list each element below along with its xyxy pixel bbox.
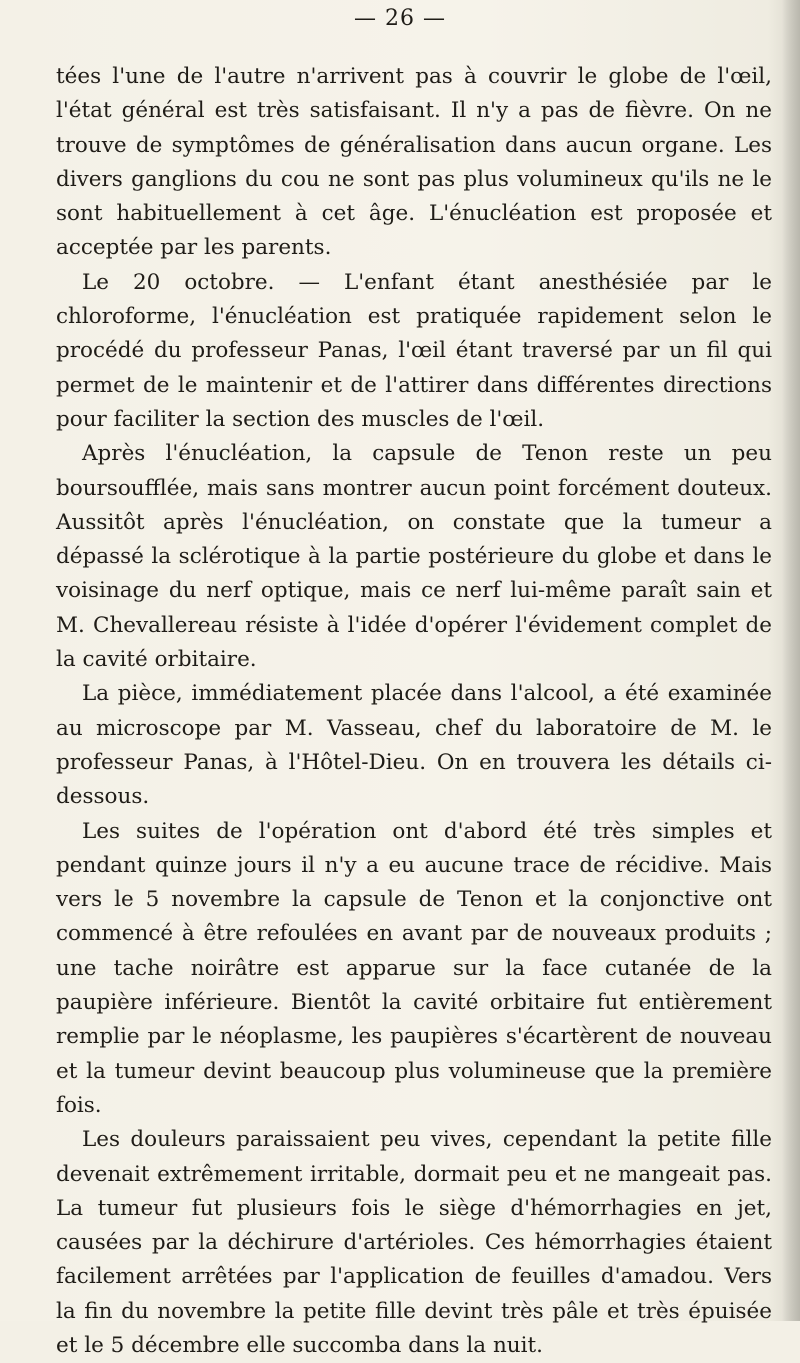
paragraph-2: Le 20 octobre. — L'enfant étant anesthésiée par le chloroforme, l'énucléation est pratiquée rapidement selon le procédé du professeur Panas, l'œil étant traversé par un fil qui permet de le maintenir et de l'attirer dans différentes directions pour faciliter la section des muscles de l'œil. xyxy=(56,269,772,432)
page-edge-shadow xyxy=(782,0,800,1321)
page-number: — 26 — xyxy=(354,6,446,31)
body-text xyxy=(56,60,772,1363)
paragraph-6: Les douleurs paraissaient peu vives, cependant la petite fille devenait extrêmement irritable, dormait peu et ne mangeait pas. La tumeur fut plusieurs fois le siège d'hémorrhagies en jet, causées par la déchirure d'artérioles. Ces hémorrhagies étaient facilement arrêtées par l'application de feuilles d'amadou. Vers la fin du novembre la petite fille devint très pâle et très épuisée et le 5 décembre elle succomba dans la nuit. xyxy=(56,1127,772,1358)
paragraph-5: Les suites de l'opération ont d'abord été très simples et pendant quinze jours il n'y a eu aucune trace de récidive. Mais vers le 5 novembre la capsule de Tenon et la conjonctive ont commencé à être refoulées en avant par de nouveaux produits ; une tache noirâtre est apparue sur la face cutanée de la paupière inférieure. Bientôt la cavité orbitaire fut entièrement remplie par le néoplasme, les paupières s'écartèrent de nouveau et la tumeur devint beaucoup plus volumineuse que la première fois. xyxy=(56,818,772,1118)
paragraph-3: Après l'énucléation, la capsule de Tenon reste un peu boursoufflée, mais sans montrer aucun point forcément douteux. Aussitôt après l'énucléation, on constate que la tumeur a dépassé la sclérotique à la partie postérieure du globe et dans le voisinage du nerf optique, mais ce nerf lui-même paraît sain et M. Chevallereau résiste à l'idée d'opérer l'évidement complet de la cavité orbitaire. xyxy=(56,441,772,673)
paragraph-4: La pièce, immédiatement placée dans l'alcool, a été examinée au microscope par M. Vasseau, chef du laboratoire de M. le professeur Panas, à l'Hôtel-Dieu. On en trouvera les détails ci-dessous. xyxy=(56,681,772,810)
paragraph-1: tées l'une de l'autre n'arrivent pas à couvrir le globe de l'œil, l'état général est très satisfaisant. Il n'y a pas de fièvre. On ne trouve de symptômes de généralisation dans aucun organe. Les divers ganglions du cou ne sont pas plus volumineux qu'ils ne le sont habituellement à cet âge. L'énucléation est proposée et acceptée par les parents. xyxy=(56,64,772,261)
